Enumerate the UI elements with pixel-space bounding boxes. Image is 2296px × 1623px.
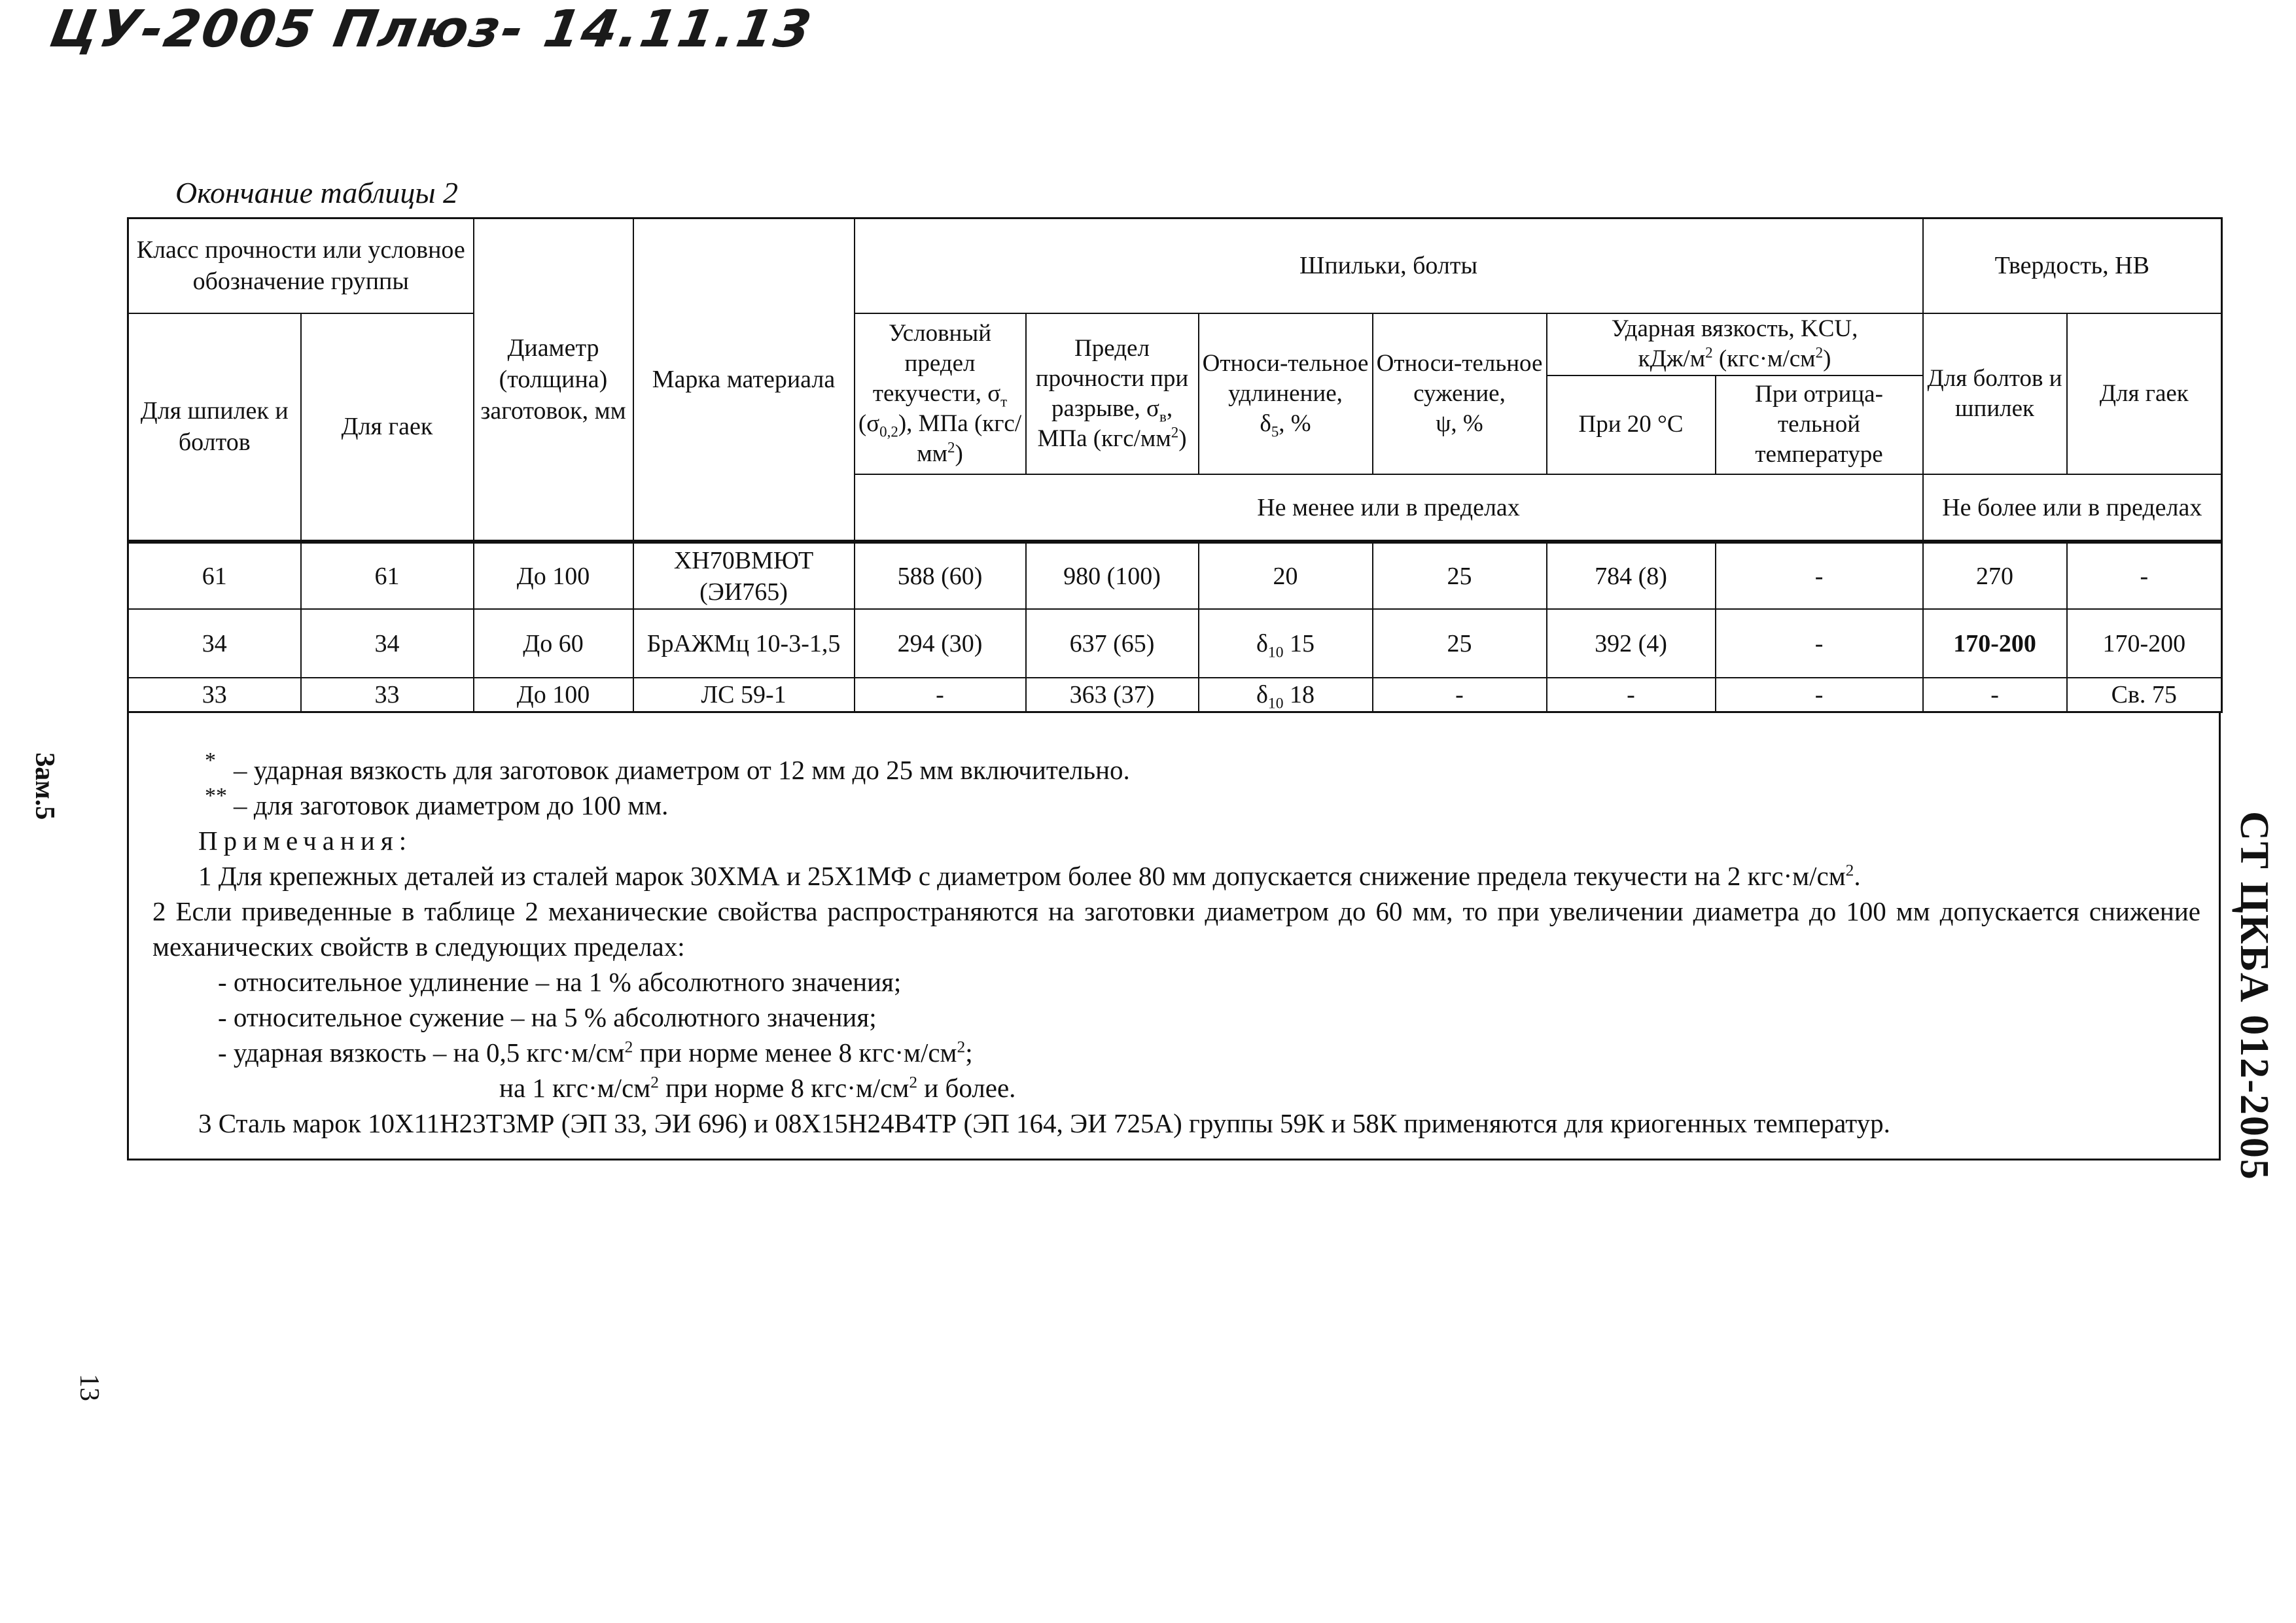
table-row: [128, 609, 2222, 678]
header-impact-negative: При отрица-тельной температуре: [1716, 375, 1923, 474]
header-studs-bolts: Шпильки, болты: [855, 218, 1923, 313]
cell-reduction: 25: [1373, 609, 1547, 678]
header-not-less: Не менее или в пределах: [855, 474, 1923, 542]
cell-diameter: До 100: [474, 678, 633, 712]
cell-reduction: -: [1373, 678, 1547, 712]
cell-elongation: 20: [1199, 542, 1373, 609]
header-impact: Ударная вязкость, KCU, кДж/$м^2$ $(кгс\cdot м/см^2)$: [1547, 313, 1923, 375]
cell-yield: 294 (30): [855, 609, 1026, 678]
footnote-2: ** – для заготовок диаметром до 100 мм.: [205, 784, 669, 820]
notes-section: [127, 713, 2221, 1161]
cell-bolt-class: 34: [128, 609, 301, 678]
note-1: 1 Для крепежных деталей из сталей марок 30ХМА и 25Х1МФ с диаметром более 80 мм допускается снижение предела текучести на 2 $кгс\cdot м/см^2$.: [198, 861, 1861, 891]
cell-yield: -: [855, 678, 1026, 712]
header-for-nuts: Для гаек: [301, 313, 474, 542]
cell-diameter: До 60: [474, 609, 633, 678]
cell-kcu-negative: -: [1716, 542, 1923, 609]
table-row: [128, 542, 2222, 609]
header-for-studs-bolts: Для шпилек и болтов: [128, 313, 301, 542]
cell-hardness-nuts: Св. 75: [2067, 678, 2222, 712]
cell-nut-class: 61: [301, 542, 474, 609]
header-reduction: Относи-тельное сужение, ψ, %: [1373, 313, 1547, 474]
cell-nut-class: 34: [301, 609, 474, 678]
cell-yield: 588 (60): [855, 542, 1026, 609]
note-2-bullet-1: - относительное удлинение – на 1 % абсолютного значения;: [218, 967, 902, 997]
note-2-bullet-3: - ударная вязкость – на 0,5 $кгс\cdot м/см^2$ при норме менее 8 $кгс\cdot м/см^2$;: [218, 1038, 973, 1068]
cell-kcu-20: -: [1547, 678, 1716, 712]
header-hardness-nuts: Для гаек: [2067, 313, 2222, 474]
cell-nut-class: 33: [301, 678, 474, 712]
cell-kcu-20: 784 (8): [1547, 542, 1716, 609]
note-2-bullet-2: - относительное сужение – на 5 % абсолютного значения;: [218, 1002, 877, 1032]
cell-material: ЛС 59-1: [633, 678, 855, 712]
header-hardness-bolts: Для болтов и шпилек: [1923, 313, 2067, 474]
cell-tensile: 980 (100): [1026, 542, 1199, 609]
note-2-bullet-4: на 1 $кгс\cdot м/см^2$ при норме 8 $кгс\cdot м/см^2$ и более.: [499, 1073, 1016, 1103]
header-not-more: Не более или в пределах: [1923, 474, 2222, 542]
properties-table: [127, 217, 2223, 713]
header-impact-20: При 20 °С: [1547, 375, 1716, 474]
header-tensile: Предел прочности при разрыве, $\sigma_в$, МПа $(кгс/мм^2)$: [1026, 313, 1199, 474]
standard-designation: СТ ЦКБА 012-2005: [2232, 811, 2276, 1181]
cell-hardness-nuts: 170-200: [2067, 609, 2222, 678]
header-class-group: Класс прочности или условное обозначение группы: [128, 218, 474, 313]
cell-kcu-20: 392 (4): [1547, 609, 1716, 678]
cell-elongation: $\delta_{10}$ 18: [1199, 678, 1373, 712]
notes-title: Примечания:: [198, 826, 413, 856]
footnote-1: * – ударная вязкость для заготовок диаметром от 12 мм до 25 мм включительно.: [205, 748, 1130, 785]
handwritten-note: ЦУ-2005 Плюз- 14.11.13: [46, 0, 818, 59]
cell-hardness-bolts: 170-200: [1923, 609, 2067, 678]
cell-tensile: 637 (65): [1026, 609, 1199, 678]
page-number: 13: [74, 1374, 104, 1401]
cell-tensile: 363 (37): [1026, 678, 1199, 712]
table-row: [128, 678, 2222, 712]
cell-bolt-class: 33: [128, 678, 301, 712]
cell-reduction: 25: [1373, 542, 1547, 609]
table-caption: Окончание таблицы 2: [175, 176, 458, 209]
note-2: 2 Если приведенные в таблице 2 механические свойства распространяются на заготовки диаметром до 60 мм, то при увеличении диаметра до 100 мм допускается снижение механических свойств в следующих пределах:: [152, 896, 2200, 962]
header-diameter: Диаметр (толщина) заготовок, мм: [474, 218, 633, 542]
header-material: Марка материала: [633, 218, 855, 542]
cell-hardness-bolts: 270: [1923, 542, 2067, 609]
cell-kcu-negative: -: [1716, 609, 1923, 678]
cell-material: БрАЖМц 10-3-1,5: [633, 609, 855, 678]
header-elongation: Относи-тельное удлинение, $\delta_5$, %: [1199, 313, 1373, 474]
cell-hardness-nuts: -: [2067, 542, 2222, 609]
cell-bolt-class: 61: [128, 542, 301, 609]
cell-kcu-negative: -: [1716, 678, 1923, 712]
cell-elongation: $\delta_{10}$ 15: [1199, 609, 1373, 678]
amendment-label: Зам.5: [29, 752, 60, 820]
header-hardness: Твердость, НВ: [1923, 218, 2222, 313]
cell-hardness-bolts: -: [1923, 678, 2067, 712]
cell-diameter: До 100: [474, 542, 633, 609]
header-yield: Условный предел текучести, $\sigma_т$ $(\sigma_{0,2})$, МПа $(кгс/мм^2)$: [855, 313, 1026, 474]
cell-material: ХН70ВМЮТ (ЭИ765): [633, 542, 855, 609]
note-3: 3 Сталь марок 10Х11Н23Т3МР (ЭП 33, ЭИ 696) и 08Х15Н24В4ТР (ЭП 164, ЭИ 725А) группы 59К и 58К применяются для криогенных температур.: [198, 1108, 1890, 1138]
